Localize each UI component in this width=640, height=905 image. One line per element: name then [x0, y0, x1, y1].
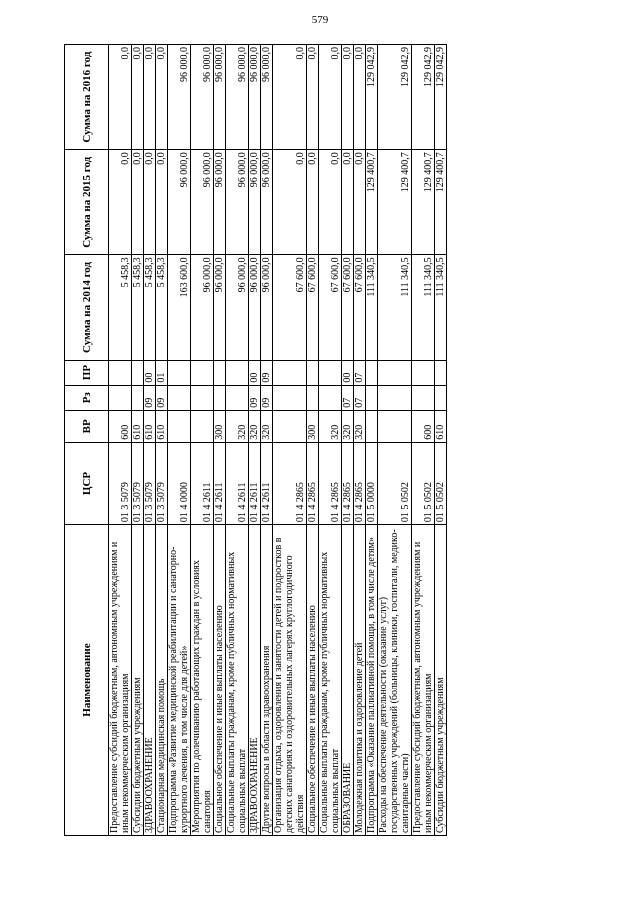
cell-csr: 01 4 2611 — [249, 442, 261, 524]
cell-sum-2015: 96 000,0 — [249, 150, 261, 255]
cell-vr: 610 — [132, 410, 144, 442]
cell-sum-2016: 0,0 — [319, 45, 342, 150]
table-row — [307, 45, 319, 836]
cell-name: Организация отдыха, оздоровления и занятости детей и подростков в детских санаториях и оздоровительных лагерях круглогодичного действия — [273, 525, 307, 836]
table-row — [378, 45, 412, 836]
cell-sum-2015: 0,0 — [132, 150, 144, 255]
cell-sum-2016: 129 042,9 — [366, 45, 378, 150]
cell-sum-2015: 129 400,7 — [412, 150, 435, 255]
cell-sum-2014: 67 600,0 — [319, 255, 342, 360]
cell-sum-2016: 0,0 — [109, 45, 132, 150]
cell-sum-2016: 96 000,0 — [226, 45, 249, 150]
cell-vr: 320 — [342, 410, 354, 442]
rotated-table-container — [64, 44, 564, 836]
cell-vr: 300 — [214, 410, 226, 442]
cell-name: ЗДРАВООХРАНЕНИЕ — [144, 525, 156, 836]
cell-name: Мероприятия по долечиванию работающих граждан в условиях санатория — [191, 525, 214, 836]
table-row — [261, 45, 273, 836]
cell-csr: 01 4 2865 — [354, 442, 366, 524]
cell-csr: 01 4 2865 — [273, 442, 307, 524]
cell-sum-2016: 0,0 — [132, 45, 144, 150]
cell-vr — [273, 410, 307, 442]
cell-sum-2015: 0,0 — [273, 150, 307, 255]
cell-sum-2015: 129 400,7 — [435, 150, 447, 255]
table-row — [249, 45, 261, 836]
cell-sum-2014: 96 000,0 — [226, 255, 249, 360]
cell-csr: 01 4 2611 — [226, 442, 249, 524]
cell-name: Субсидии бюджетным учреждениям — [435, 525, 447, 836]
cell-vr: 300 — [307, 410, 319, 442]
cell-name: Социальные выплаты гражданам, кроме публичных нормативных социальных выплат — [319, 525, 342, 836]
cell-sum-2015: 96 000,0 — [191, 150, 214, 255]
cell-pr — [109, 360, 132, 385]
cell-pr — [214, 360, 226, 385]
cell-rz — [307, 385, 319, 410]
cell-sum-2014: 67 600,0 — [273, 255, 307, 360]
cell-vr: 610 — [156, 410, 168, 442]
header-name: Наименование — [65, 525, 109, 836]
cell-vr: 320 — [354, 410, 366, 442]
cell-sum-2014: 111 340,5 — [435, 255, 447, 360]
cell-sum-2016: 96 000,0 — [249, 45, 261, 150]
header-row — [65, 45, 109, 836]
cell-vr — [366, 410, 378, 442]
cell-rz — [412, 385, 435, 410]
cell-sum-2014: 111 340,5 — [412, 255, 435, 360]
cell-sum-2014: 96 000,0 — [261, 255, 273, 360]
header-vr: ВР — [65, 410, 109, 442]
header-sum-2015: Сумма на 2015 год — [65, 150, 109, 255]
cell-sum-2014: 5 458,3 — [156, 255, 168, 360]
cell-sum-2016: 0,0 — [144, 45, 156, 150]
cell-csr: 01 3 5079 — [132, 442, 144, 524]
cell-pr: 00 — [144, 360, 156, 385]
cell-sum-2016: 129 042,9 — [412, 45, 435, 150]
cell-sum-2016: 0,0 — [156, 45, 168, 150]
cell-vr: 600 — [412, 410, 435, 442]
cell-vr: 600 — [109, 410, 132, 442]
cell-csr: 01 5 0502 — [378, 442, 412, 524]
table-row — [342, 45, 354, 836]
cell-rz: 09 — [261, 385, 273, 410]
cell-sum-2014: 67 600,0 — [354, 255, 366, 360]
table-row — [226, 45, 249, 836]
cell-vr: 320 — [319, 410, 342, 442]
cell-sum-2015: 0,0 — [307, 150, 319, 255]
page-number: 579 — [311, 14, 329, 26]
table-row — [132, 45, 144, 836]
cell-name: Предоставление субсидий бюджетным, автономным учреждениям и иным некоммерческим организациям — [109, 525, 132, 836]
cell-sum-2016: 96 000,0 — [261, 45, 273, 150]
cell-csr: 01 3 5079 — [156, 442, 168, 524]
cell-name: Подпрограмма «Оказание паллиативной помощи, в том числе детям» — [366, 525, 378, 836]
cell-vr: 610 — [144, 410, 156, 442]
cell-rz — [378, 385, 412, 410]
cell-pr: 07 — [354, 360, 366, 385]
cell-pr — [226, 360, 249, 385]
cell-name: ЗДРАВООХРАНЕНИЕ — [249, 525, 261, 836]
cell-name: Подпрограмма «Развитие медицинской реабилитации и санаторно-курортного лечения, в том числе для детей» — [168, 525, 191, 836]
cell-pr: 00 — [249, 360, 261, 385]
table-row — [435, 45, 447, 836]
cell-name: Социальное обеспечение и иные выплаты населению — [307, 525, 319, 836]
cell-rz — [109, 385, 132, 410]
cell-sum-2014: 96 000,0 — [249, 255, 261, 360]
header-csr: ЦСР — [65, 442, 109, 524]
cell-rz — [132, 385, 144, 410]
cell-rz — [435, 385, 447, 410]
cell-rz — [273, 385, 307, 410]
cell-sum-2016: 0,0 — [342, 45, 354, 150]
cell-pr — [319, 360, 342, 385]
header-pr: ПР — [65, 360, 109, 385]
cell-sum-2015: 96 000,0 — [168, 150, 191, 255]
table-row — [366, 45, 378, 836]
cell-sum-2015: 129 400,7 — [378, 150, 412, 255]
cell-name: Социальные выплаты гражданам, кроме публичных нормативных социальных выплат — [226, 525, 249, 836]
cell-pr: 01 — [156, 360, 168, 385]
cell-sum-2016: 96 000,0 — [168, 45, 191, 150]
cell-vr — [191, 410, 214, 442]
table-row — [156, 45, 168, 836]
table-row — [191, 45, 214, 836]
cell-rz: 07 — [342, 385, 354, 410]
cell-sum-2014: 163 600,0 — [168, 255, 191, 360]
cell-rz — [214, 385, 226, 410]
cell-pr — [366, 360, 378, 385]
cell-csr: 01 4 0000 — [168, 442, 191, 524]
cell-sum-2016: 96 000,0 — [214, 45, 226, 150]
cell-vr — [168, 410, 191, 442]
cell-rz — [191, 385, 214, 410]
cell-csr: 01 4 2611 — [261, 442, 273, 524]
table-row — [214, 45, 226, 836]
cell-vr: 320 — [226, 410, 249, 442]
table-row — [273, 45, 307, 836]
table-body — [109, 45, 447, 836]
cell-rz — [319, 385, 342, 410]
cell-rz — [168, 385, 191, 410]
cell-vr: 320 — [261, 410, 273, 442]
cell-rz — [226, 385, 249, 410]
table-row — [354, 45, 366, 836]
cell-pr — [273, 360, 307, 385]
cell-sum-2015: 0,0 — [319, 150, 342, 255]
cell-pr — [132, 360, 144, 385]
cell-csr: 01 3 5079 — [109, 442, 132, 524]
cell-sum-2014: 67 600,0 — [342, 255, 354, 360]
cell-name: ОБРАЗОВАНИЕ — [342, 525, 354, 836]
cell-sum-2014: 5 458,3 — [109, 255, 132, 360]
cell-pr — [168, 360, 191, 385]
header-rz: Рз — [65, 385, 109, 410]
cell-vr: 610 — [435, 410, 447, 442]
cell-pr — [378, 360, 412, 385]
cell-pr: 00 — [342, 360, 354, 385]
table-row — [109, 45, 132, 836]
cell-rz: 09 — [249, 385, 261, 410]
cell-sum-2014: 96 000,0 — [191, 255, 214, 360]
cell-sum-2015: 0,0 — [144, 150, 156, 255]
cell-sum-2014: 111 340,5 — [366, 255, 378, 360]
cell-sum-2014: 5 458,3 — [144, 255, 156, 360]
header-sum-2014: Сумма на 2014 год — [65, 255, 109, 360]
table-row — [412, 45, 435, 836]
cell-pr: 09 — [261, 360, 273, 385]
cell-pr — [412, 360, 435, 385]
cell-csr: 01 4 2865 — [342, 442, 354, 524]
cell-sum-2015: 96 000,0 — [214, 150, 226, 255]
cell-sum-2015: 0,0 — [342, 150, 354, 255]
cell-csr: 01 4 2611 — [214, 442, 226, 524]
cell-sum-2015: 0,0 — [109, 150, 132, 255]
budget-table — [64, 44, 447, 836]
cell-sum-2016: 96 000,0 — [191, 45, 214, 150]
cell-pr — [191, 360, 214, 385]
cell-csr: 01 5 0000 — [366, 442, 378, 524]
table-row — [144, 45, 156, 836]
cell-vr — [378, 410, 412, 442]
cell-csr: 01 4 2865 — [319, 442, 342, 524]
cell-sum-2015: 0,0 — [156, 150, 168, 255]
cell-name: Стационарная медицинская помощь — [156, 525, 168, 836]
cell-sum-2015: 96 000,0 — [261, 150, 273, 255]
cell-csr: 01 5 0502 — [435, 442, 447, 524]
cell-rz: 07 — [354, 385, 366, 410]
cell-csr: 01 3 5079 — [144, 442, 156, 524]
cell-csr: 01 4 2865 — [307, 442, 319, 524]
cell-sum-2016: 0,0 — [307, 45, 319, 150]
cell-pr — [435, 360, 447, 385]
cell-pr — [307, 360, 319, 385]
cell-vr: 320 — [249, 410, 261, 442]
cell-sum-2014: 111 340,5 — [378, 255, 412, 360]
table-row — [319, 45, 342, 836]
cell-name: Молодежная политика и оздоровление детей — [354, 525, 366, 836]
cell-sum-2014: 96 000,0 — [214, 255, 226, 360]
cell-sum-2015: 0,0 — [354, 150, 366, 255]
cell-name: Социальное обеспечение и иные выплаты населению — [214, 525, 226, 836]
cell-name: Другие вопросы в области здравоохранения — [261, 525, 273, 836]
cell-csr: 01 5 0502 — [412, 442, 435, 524]
cell-sum-2014: 67 600,0 — [307, 255, 319, 360]
header-sum-2016: Сумма на 2016 год — [65, 45, 109, 150]
cell-sum-2016: 129 042,9 — [435, 45, 447, 150]
cell-sum-2016: 0,0 — [354, 45, 366, 150]
cell-rz: 09 — [156, 385, 168, 410]
cell-rz — [366, 385, 378, 410]
cell-sum-2014: 5 458,3 — [132, 255, 144, 360]
cell-csr: 01 4 2611 — [191, 442, 214, 524]
cell-rz: 09 — [144, 385, 156, 410]
cell-sum-2015: 129 400,7 — [366, 150, 378, 255]
table-row — [168, 45, 191, 836]
cell-sum-2016: 0,0 — [273, 45, 307, 150]
cell-name: Расходы на обеспечение деятельности (оказание услуг) государственных учреждений (больницы, клиники, госпитали, медико-санитарные части) — [378, 525, 412, 836]
cell-sum-2016: 129 042,9 — [378, 45, 412, 150]
cell-name: Субсидии бюджетным учреждениям — [132, 525, 144, 836]
cell-name: Предоставление субсидий бюджетным, автономным учреждениям и иным некоммерческим организациям — [412, 525, 435, 836]
cell-sum-2015: 96 000,0 — [226, 150, 249, 255]
